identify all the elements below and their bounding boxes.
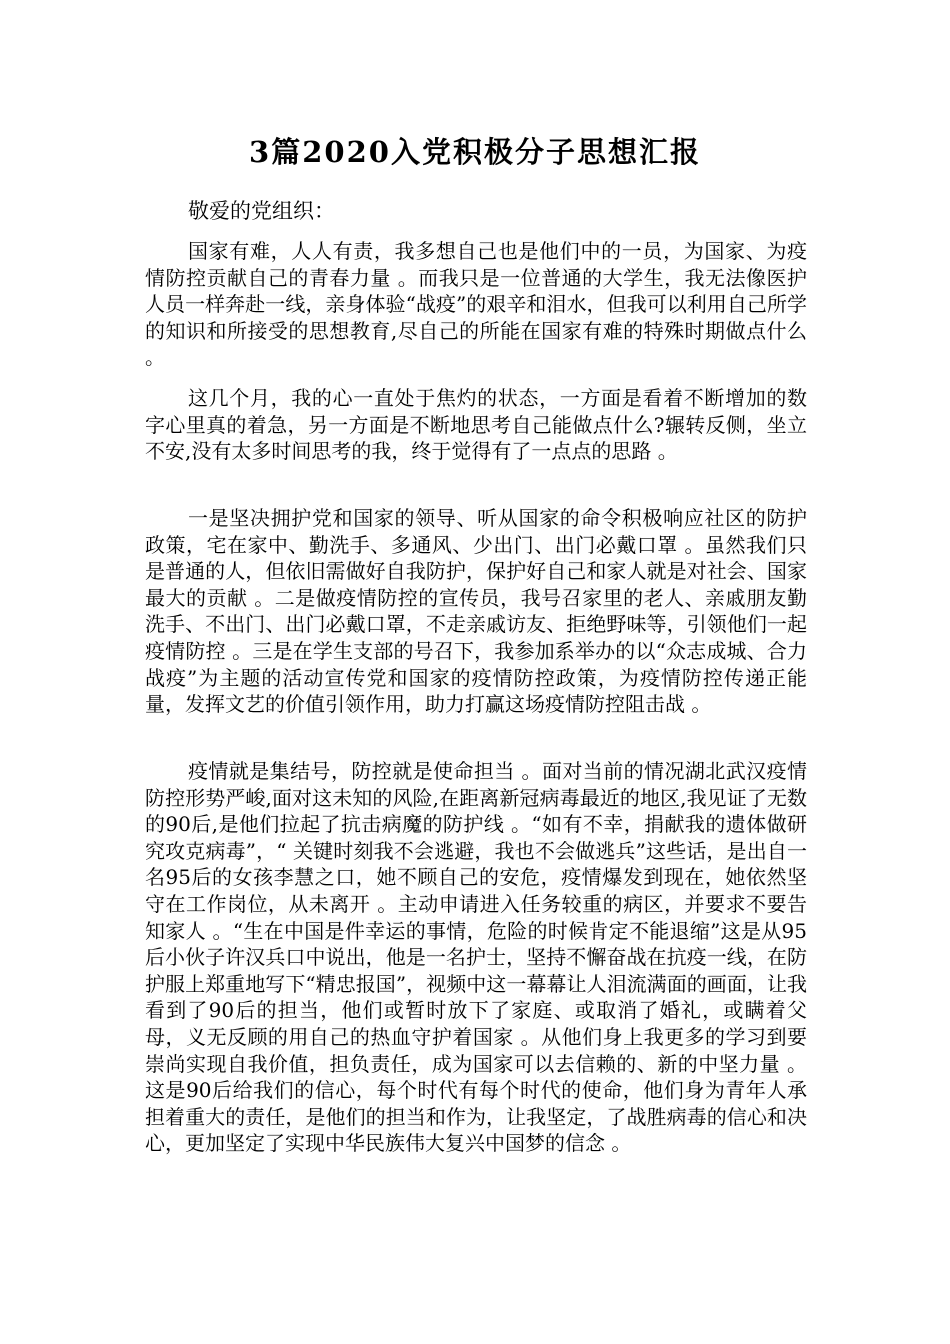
paragraph-1: 国家有难，人人有责，我多想自己也是他们中的一员，为国家、为疫情防控贡献自己的青春力量 。而我只是一位普通的大学生，我无法像医护人员一样奔赴一线，亲身体验“战疫”的艰辛和泪水，但我可以利用自己所学的知识和所接受的思想教育,尽自己的所能在国家有难的特殊时期做点什么 。 [145, 239, 807, 370]
salutation: 敬爱的党组织： [188, 199, 335, 223]
document-title: 3篇2020入党积极分子思想汇报 [249, 135, 701, 169]
paragraph-3: 一是坚决拥护党和国家的领导、听从国家的命令积极响应社区的防护政策，宅在家中、勤洗手、多通风、少出门、出门必戴口罩 。虽然我们只是普通的人，但依旧需做好自我防护，保护好自己和家人就是对社会、国家最大的贡献 。二是做疫情防控的宣传员，我号召家里的老人、亲戚朋友勤洗手、不出门、出门必戴口罩，不走亲戚访友、拒绝野味等，引领他们一起疫情防控 。三是在学生支部的号召下，我参加系举办的以“众志成城、合力战疫”为主题的活动宣传党和国家的疫情防控政策，为疫情防控传递正能量，发挥文艺的价值引领作用，助力打赢这场疫情防控阻击战 。 [145, 506, 807, 717]
paragraph-2: 这几个月，我的心一直处于焦灼的状态，一方面是看着不断增加的数字心里真的着急，另一方面是不断地思考自己能做点什么?辗转反侧，坐立不安,没有太多时间思考的我，终于觉得有了一点点的思路 。 [145, 386, 807, 464]
paragraph-4: 疫情就是集结号，防控就是使命担当 。面对当前的情况湖北武汉疫情防控形势严峻,面对这未知的风险,在距离新冠病毒最近的地区,我见证了无数的90后,是他们拉起了抗击病魔的防护线 。“如有不幸，捐献我的遗体做研究攻克病毒”，“ 关键时刻我不会逃避，我也不会做逃兵”这些话，是出自一名95后的女孩李慧之口，她不顾自己的安危，疫情爆发到现在，她依然坚守在工作岗位，从未离开 。主动申请进入任务较重的病区，并要求不要告知家人 。“生在中国是件幸运的事情，危险的时候肯定不能退缩”这是从95后小伙子许汉兵口中说出，他是一名护士，坚持不懈奋战在抗疫一线，在防护服上郑重地写下“精忠报国”，视频中这一幕幕让人泪流满面的画面，让我看到了90后的担当，他们或暂时放下了家庭、或取消了婚礼，或瞒着父母，义无反顾的用自己的热血守护着国家 。从他们身上我更多的学习到要崇尚实现自我价值，担负责任，成为国家可以去信赖的、新的中坚力量 。这是90后给我们的信心，每个时代有每个时代的使命，他们身为青年人承担着重大的责任，是他们的担当和作为，让我坚定，了战胜病毒的信心和决心，更加坚定了实现中华民族伟大复兴中国梦的信念 。 [145, 759, 807, 1156]
